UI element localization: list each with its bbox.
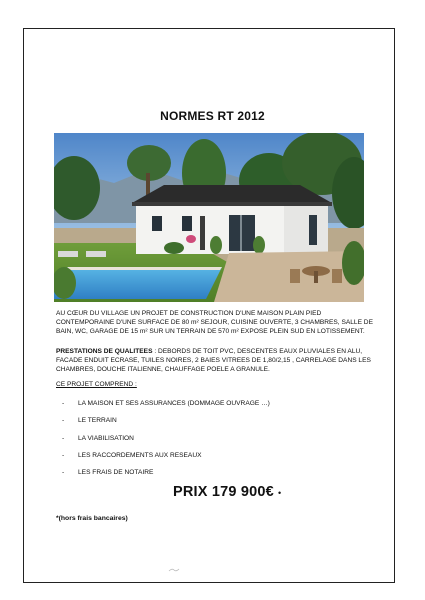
list-item: [62, 435, 270, 452]
list-item: [62, 417, 270, 434]
intro-paragraph: AU CŒUR DU VILLAGE UN PROJET DE CONSTRUCTION D'UNE MAISON PLAIN PIED CONTEMPORAINE D'UNE SURFACE DE 80 m² SEJOUR, CUISINE OUVERTE, 3 CHAMBRES, SALLE DE BAIN, WC, GARAGE DE 15 m² SUR UN TERRAIN DE 570 m² EXPOSE PLEIN SUD EN LOTISSEMENT.: [56, 310, 373, 335]
list-item: [62, 452, 270, 469]
handwritten-mark: [168, 560, 180, 578]
house-photo: [54, 133, 364, 302]
list-item-label: LA VIABILISATION: [78, 434, 134, 442]
projet-items-list: [62, 400, 270, 486]
list-item-label: LE TERRAIN: [78, 417, 117, 425]
prestations-paragraph: [56, 347, 376, 374]
prestations-label: PRESTATIONS DE QUALITEES: [56, 348, 153, 355]
list-item: [62, 400, 270, 417]
price-mark: •: [277, 488, 282, 498]
dash-marker: -: [62, 434, 65, 442]
prestations-text: : DEBORDS DE TOIT PVC, DESCENTES EAUX PLUVIALES EN ALU, FACADE ENDUIT ECRASE, TUILES NOIRES, 2 BAIES VITREES DE 1,80/2,15 , CARRELAGE DANS LES CHAMBRES, DOUCHE ITALIENNE, CHAUFFAGE POELE A GRANULE.: [56, 348, 371, 373]
list-item-label: LES RACCORDEMENTS AUX RESEAUX: [78, 451, 202, 459]
price: [173, 484, 281, 500]
dash-marker: -: [62, 469, 65, 477]
projet-heading: CE PROJET COMPREND :: [56, 381, 137, 388]
dash-marker: -: [62, 451, 65, 459]
dash-marker: -: [62, 400, 65, 407]
dash-marker: -: [62, 417, 65, 425]
price-label: PRIX 179 900€: [173, 484, 274, 500]
list-item-label: LA MAISON ET SES ASSURANCES (DOMMAGE OUVRAGE …): [78, 400, 270, 407]
document-title: NORMES RT 2012: [160, 109, 265, 123]
list-item-label: LES FRAIS DE NOTAIRE: [78, 469, 154, 477]
footnote: *(hors frais bancaires): [56, 515, 128, 522]
